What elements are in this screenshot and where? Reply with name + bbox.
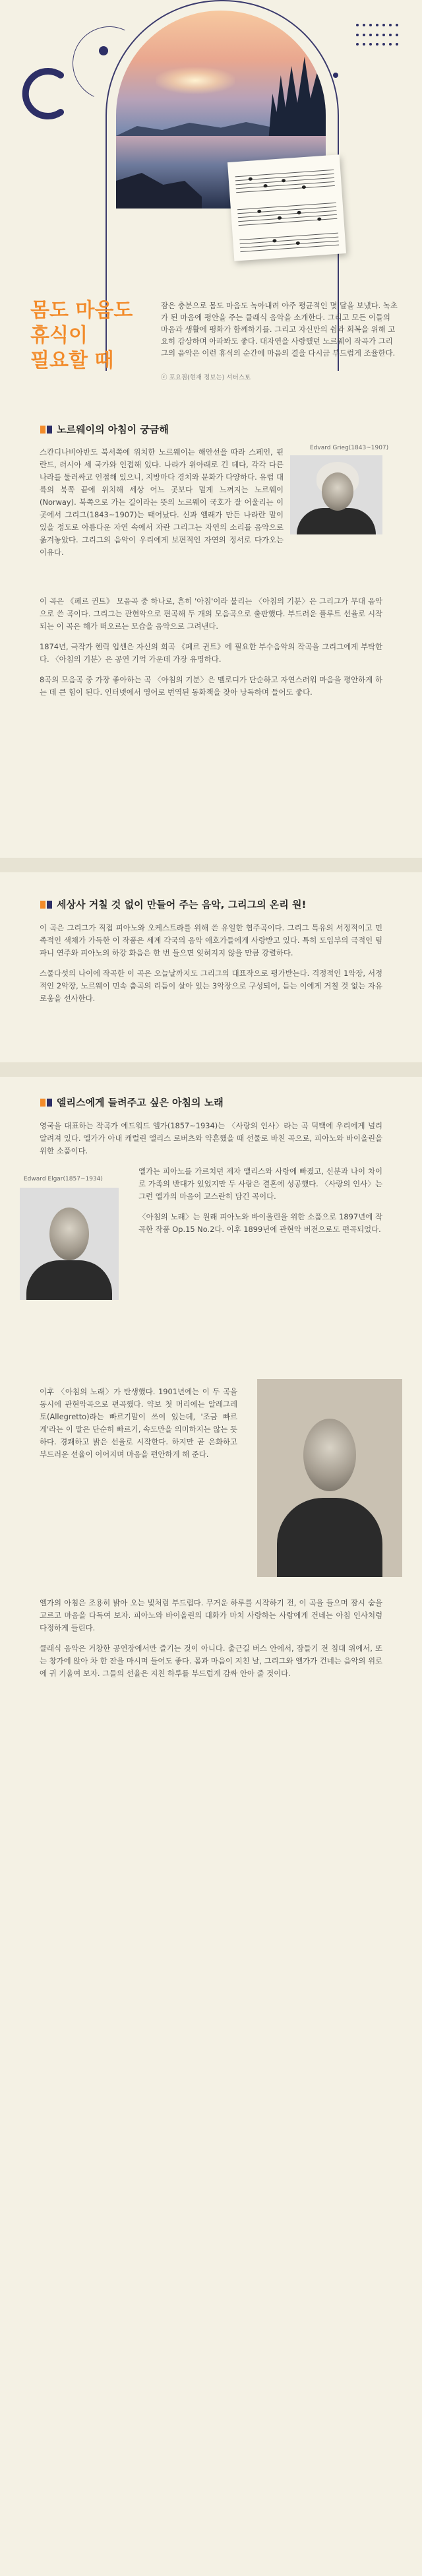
paragraph: 이 곡은 《페르 귄트》 모음곡 중 하나로, 흔히 '아침'이라 불리는 〈아침의 기분〉은 그리그가 무대 음악으로 쓴 곡이다. 그리그는 관현악으로 편곡해 두 개의 모음곡으로 출판했다. 부드러운 플루트 선율로 시작되는 이 곡은 해가 떠오르는 모습을 음악으로 그려낸다.: [40, 596, 382, 631]
section-heading-text: 노르웨이의 아침이 궁금해: [57, 424, 169, 435]
portrait-caption: Edward Elgar(1857~1934): [24, 1176, 103, 1182]
section-heading-text: 세상사 거칠 것 없이 만들어 주는 음악, 그리그의 온리 원!: [57, 899, 307, 911]
section-grieg-concerto: [40, 897, 382, 1005]
paragraph: 1874년, 극작가 헨릭 입센은 자신의 희곡 《페르 귄트》에 필요한 부수음악의 작곡을 그리그에게 부탁한다. 〈아침의 기분〉은 공연 기억 가운데 가장 유명하다.: [40, 642, 382, 664]
section-heading: [40, 422, 382, 436]
section-heading: [40, 897, 382, 911]
crescent-icon: [20, 66, 75, 121]
paragraph: 영국을 대표하는 작곡가 에드워드 엘가(1857~1934)는 〈사랑의 인사〉라는 곡 덕택에 우리에게 널리 알려져 있다. 엘가가 아내 캐럴린 앨리스 로버츠와 약혼했을 때 선물로 바친 곡으로, 피아노와 바이올린을 위한 소품이다.: [40, 1121, 382, 1155]
portrait-caption: Edvard Grieg(1843~1907): [310, 445, 389, 451]
paragraph: 엘가의 아침은 조용히 밝아 오는 빛처럼 부드럽다. 무거운 하루를 시작하기 전, 이 곡을 들으며 잠시 숨을 고르고 마음을 다독여 보자. 피아노와 바이올린의 대화가 마치 사랑하는 사람에게 건네는 아침 인사처럼 다정하게 들린다.: [40, 1598, 382, 1632]
title-line-1: 몸도 마음도: [30, 299, 133, 322]
title-line-2: 휴식이: [30, 324, 88, 347]
section-heading-text: 엘리스에게 들려주고 싶은 아침의 노래: [57, 1097, 224, 1109]
section-body: [40, 1597, 382, 1680]
section-body: [40, 595, 382, 699]
sheet-music-photo: [227, 154, 346, 261]
paragraph: 클래식 음악은 거창한 공연장에서만 즐기는 것이 아니다. 출근길 버스 안에서, 잠들기 전 침대 위에서, 또는 창가에 앉아 차 한 잔을 마시며 들어도 좋다. 몸과 마음이 지친 날, 그리그와 엘가가 건네는 음악의 위로에 귀 기울여 보자. 그들의 선율은 지친 하루를 부드럽게 감싸 안아 줄 것이다.: [40, 1644, 382, 1678]
section-body: [40, 1386, 237, 1461]
paragraph: 이 곡은 그리그가 직접 피아노와 오케스트라를 위해 쓴 유일한 협주곡이다. 그리그 특유의 서정적이고 민족적인 색채가 가득한 이 작품은 세계 각국의 음악 애호가들에게 사랑받고 있다. 특히 도입부의 극적인 팀파니 연주와 피아노의 하강 화음은 한 번 들으면 잊혀지지 않을 만큼 강렬하다.: [40, 923, 382, 957]
book-icon: [40, 424, 53, 435]
elgar-photo: [257, 1379, 402, 1577]
lead-paragraph: 잠은 충분으로 몸도 마음도 녹아내려 아주 평균적인 몇 달을 보냈다. 녹초가 된 마음에 평안을 주는 클래식 음악을 소개한다. 그리고 모든 이들의 마음과 생활에 평화가 함께하기를. 그리고 자신만의 쉼과 회복을 위해 고요히 감상하며 아파봐도 좋다. 대자연을 사랑했던 노르웨이 작곡가 그리그의 음악은 이런 휴식의 순간에 마음의 결을 다시금 부드럽게 조율한다.: [161, 301, 398, 358]
elgar-portrait: [20, 1188, 119, 1300]
paragraph: 스물다섯의 나이에 작곡한 이 곡은 오늘날까지도 그리그의 대표작으로 평가받는다. 격정적인 1악장, 서정적인 2악장, 노르웨이 민속 춤곡의 리듬이 살아 있는 3악장으로 구성되어, 듣는 이에게 거칠 것 없는 자유로움을 선사한다.: [40, 969, 382, 1003]
paragraph: 〈아침의 노래〉는 원래 피아노와 바이올린을 위한 소품으로 1897년에 작곡한 작품 Op.15 No.2다. 이후 1899년에 관현악 버전으로도 편곡되었다.: [138, 1212, 382, 1234]
planet-decoration: [99, 46, 108, 55]
hero-illustration: [0, 0, 422, 330]
paragraph: 이후 〈아침의 노래〉가 탄생했다. 1901년에는 이 두 곡을 동시에 관현악곡으로 편곡했다. 약보 첫 머리에는 알레그레토(Allegretto)라는 빠르기말이 쓰여 있는데, '조금 빠르게'라는 이 말은 단순히 빠르기, 속도만을 의미하지는 않는 듯하다. 경쾌하고 밝은 선율로 시작한다. 하지만 곧 온화하고 부드러운 선율이 이어지며 마음을 편안하게 해 준다.: [40, 1387, 237, 1459]
section-divider: [0, 858, 422, 872]
dot-grid-decoration: [356, 24, 402, 50]
grieg-portrait: [290, 455, 382, 534]
book-icon: [40, 1097, 53, 1108]
section-grieg-morning: [40, 422, 382, 436]
paragraph: 8곡의 모음곡 중 가장 좋아하는 곡 〈아침의 기분〉은 멜로디가 단순하고 자연스러워 마음을 평안하게 하는 데 큰 힘이 된다. 인터넷에서 영어로 번역된 동화책을 찾아 낭독하며 들어도 좋다.: [40, 675, 382, 697]
book-icon: [40, 899, 53, 910]
paragraph: 엘가는 피아노를 가르치던 제자 앨리스와 사랑에 빠졌고, 신분과 나이 차이로 가족의 반대가 있었지만 두 사람은 결혼에 성공했다. 〈사랑의 인사〉는 그런 엘가의 마음이 고스란히 담긴 곡이다.: [138, 1167, 382, 1201]
paragraph: 스칸디나비아반도 북서쪽에 위치한 노르웨이는 해안선을 따라 스페인, 핀란드, 러시아 세 국가와 인접해 있다. 나라가 위아래로 긴 데다, 각각 다른 나라를 둘러싸고 인접해 있으니, 지방마다 경치와 문화가 다양하다. 유럽 대륙의 북쪽 끝에 위치해 세상 어느 곳보다 멀게 느껴지는 노르웨이(Norway). 북쪽으로 가는 길이라는 뜻의 노르웨이 국호가 잘 어울리는 이곳에서 그리그(1843~1907)는 태어났다. 신과 엘래가 만든 나라란 말이 있을 정도로 아름다운 자연 속에서 자란 그리그는 자연의 소리를 음악으로 옮겨놓았다. 그리그의 음악이 우리에게 보편적인 자연의 정서로 다가오는 이유다.: [40, 447, 284, 557]
title-line-3: 필요할 때: [30, 349, 114, 372]
section-heading: [40, 1095, 382, 1109]
section-divider: [0, 1062, 422, 1077]
page-title: [30, 298, 149, 373]
photo-credit: ⓒ 포요짐(현재 정보는) 셔터스토: [161, 374, 251, 381]
planet-decoration-small: [333, 73, 338, 78]
section-body-wrap: [40, 441, 284, 559]
